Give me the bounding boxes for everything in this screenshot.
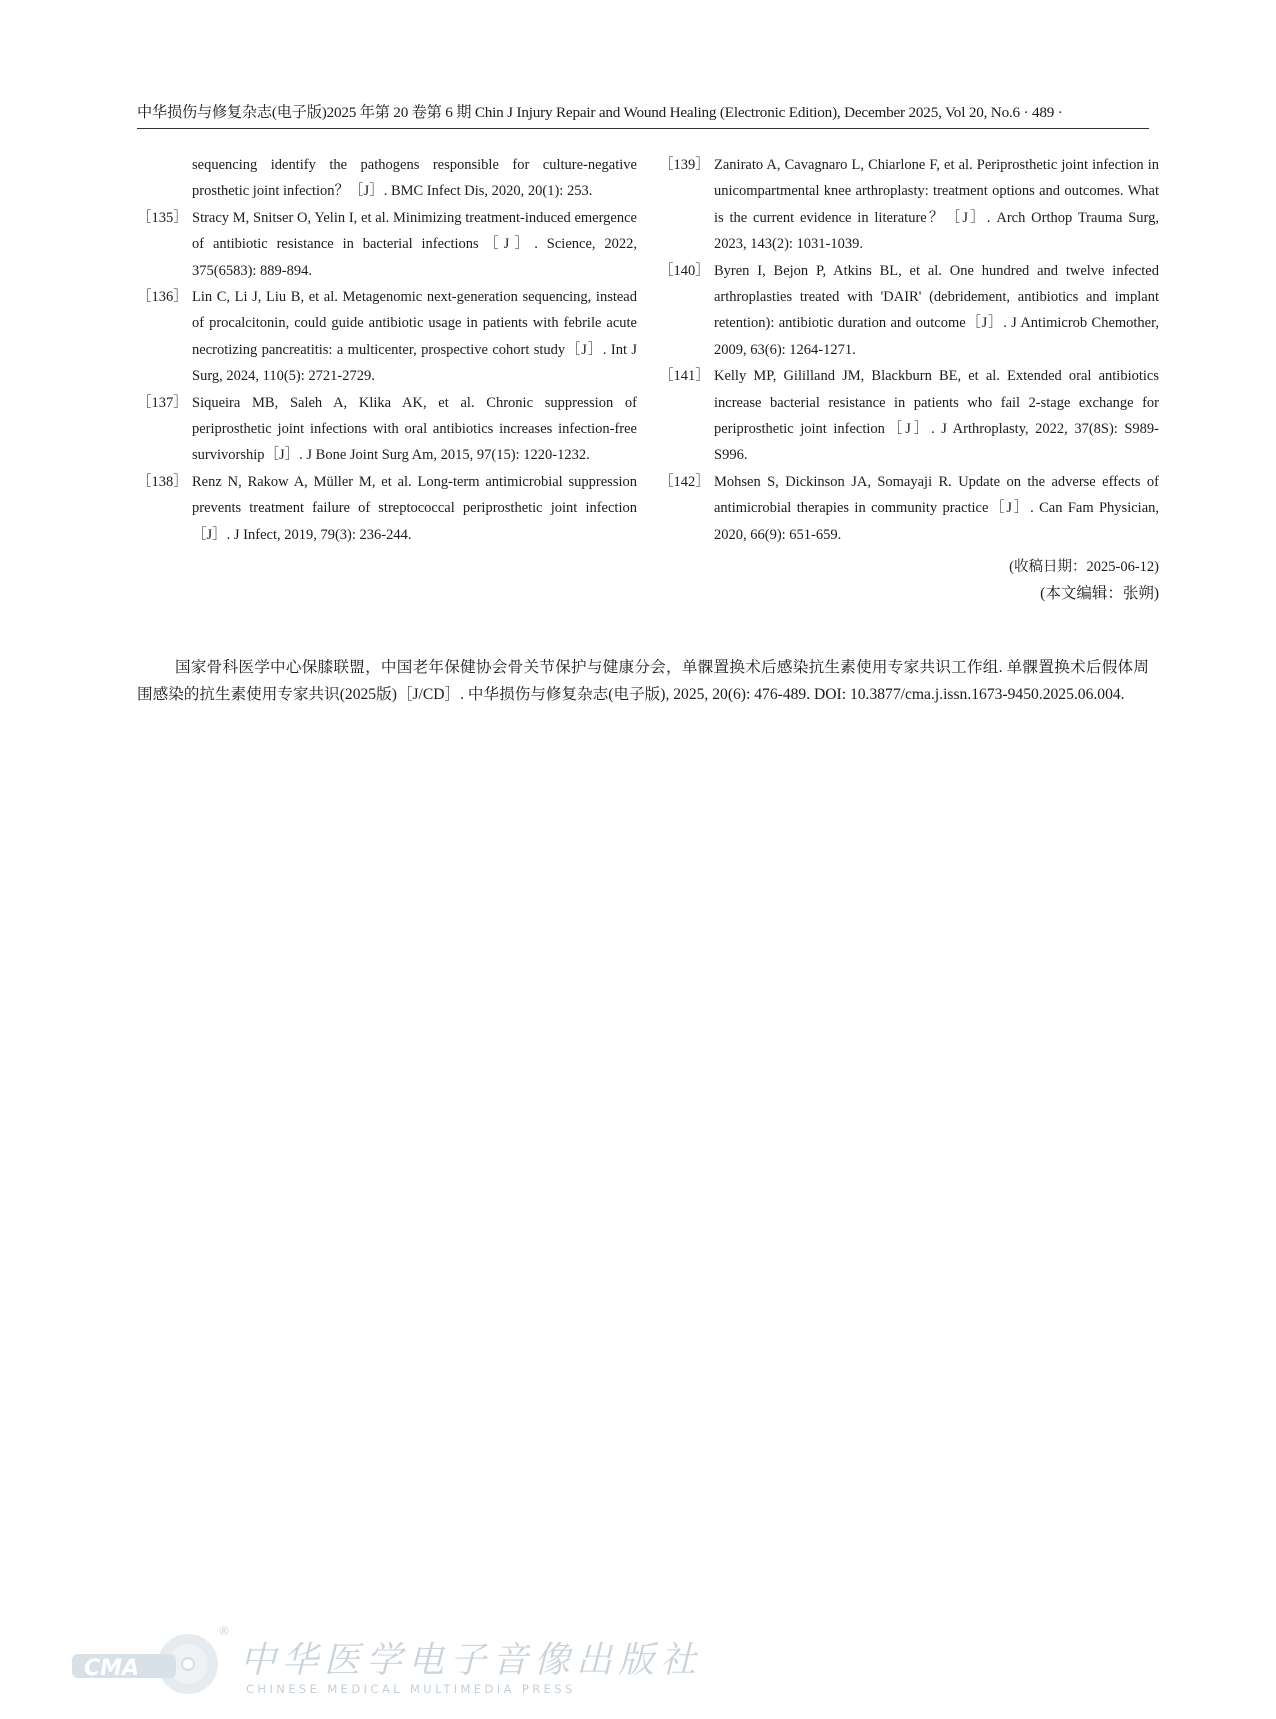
reference-text: Renz N, Rakow A, Müller M, et al. Long-term antimicrobial suppression prevents treatment failure of streptococcal periprosthetic joint infection［J］. J Infect, 2019, 79(3): 236-244.	[192, 473, 637, 543]
received-date: (收稿日期：2025-06-12)	[1009, 559, 1159, 576]
reference-text: sequencing identify the pathogens responsible for culture-negative prosthetic joint infection？［J］. BMC Infect Dis, 2020, 20(1): 253.	[192, 157, 637, 200]
publisher-name: 中华医学电子音像出版社	[240, 1640, 703, 1681]
reference-continuation	[137, 152, 637, 205]
running-header: 中华损伤与修复杂志(电子版)2025 年第 20 卷第 6 期 Chin J Injury Repair and Wound Healing (Electronic Edition), December 2025, Vol 20, No.6 · 489 ·	[137, 104, 1063, 121]
article-citation: 国家骨科医学中心保膝联盟，中国老年保健协会骨关节保护与健康分会，单髁置换术后感染抗生素使用专家共识工作组. 单髁置换术后假体周围感染的抗生素使用专家共识(2025版)［J/CD］. 中华损伤与修复杂志(电子版), 2025, 20(6): 476-489. DOI: 10.3877/cma.j.issn.1673-9450.2025.06.004.	[137, 658, 1149, 703]
reference-number: ［137］	[137, 394, 188, 411]
reference-column-right	[659, 152, 1159, 607]
reference-text: Byren I, Bejon P, Atkins BL, et al. One hundred and twelve infected arthroplasties treated with 'DAIR' (debridement, antibiotics and implant retention): antibiotic duration and outcome［J］. J Antimicrob Chemother, 2009, 63(6): 1264-1271.	[714, 262, 1159, 358]
reference-item	[137, 284, 637, 390]
editor-credit: (本文编辑：张朔)	[1040, 584, 1159, 602]
reference-number: ［141］	[659, 368, 710, 385]
reference-item	[659, 258, 1159, 364]
reference-column-left	[137, 152, 637, 548]
reference-number: ［138］	[137, 473, 188, 490]
reference-text: Zanirato A, Cavagnaro L, Chiarlone F, et al. Periprosthetic joint infection in unicompartmental knee arthroplasty: treatment options and outcomes. What is the current evidence in literature？［J］. Arch Orthop Trauma Surg, 2023, 143(2): 1031-1039.	[714, 157, 1159, 253]
publisher-name-english: CHINESE MEDICAL MULTIMEDIA PRESS	[246, 1682, 576, 1696]
reference-text: Mohsen S, Dickinson JA, Somayaji R. Update on the adverse effects of antimicrobial therapies in community practice［J］. Can Fam Physician, 2020, 66(9): 651-659.	[714, 473, 1159, 543]
reference-number: ［140］	[659, 262, 710, 279]
reference-text: Lin C, Li J, Liu B, et al. Metagenomic next-generation sequencing, instead of procalcitonin, could guide antibiotic usage in patients with febrile acute necrotizing pancreatitis: a multicenter, prospective cohort study［J］. Int J Surg, 2024, 110(5): 2721-2729.	[192, 289, 637, 385]
reference-item	[137, 390, 637, 469]
reference-item	[659, 469, 1159, 548]
reference-item	[137, 469, 637, 548]
cma-disc-logo-icon	[70, 1620, 230, 1700]
reference-number: ［139］	[659, 157, 710, 173]
reference-text: Kelly MP, Gililland JM, Blackburn BE, et al. Extended oral antibiotics increase bacterial resistance in patients who fail 2-stage exchange for periprosthetic joint infection［J］. J Arthroplasty, 2022, 37(8S): S989-S996.	[714, 368, 1159, 464]
reference-number: ［142］	[659, 473, 710, 490]
reference-text: Stracy M, Snitser O, Yelin I, et al. Minimizing treatment-induced emergence of antibiotic resistance in bacterial infections［J］. Science, 2022, 375(6583): 889-894.	[192, 209, 637, 279]
reference-text: Siqueira MB, Saleh A, Klika AK, et al. Chronic suppression of periprosthetic joint infections with oral antibiotics increases infection-free survivorship［J］. J Bone Joint Surg Am, 2015, 97(15): 1220-1232.	[192, 394, 637, 464]
reference-number: ［136］	[137, 289, 188, 306]
svg-text:CMA: CMA	[84, 1656, 140, 1681]
reference-item	[659, 152, 1159, 258]
publisher-logo	[70, 1620, 703, 1710]
reference-item	[137, 205, 637, 284]
registered-mark: ®	[218, 1624, 230, 1638]
reference-item	[659, 363, 1159, 469]
header-rule	[137, 128, 1149, 129]
reference-number: ［135］	[137, 209, 188, 226]
